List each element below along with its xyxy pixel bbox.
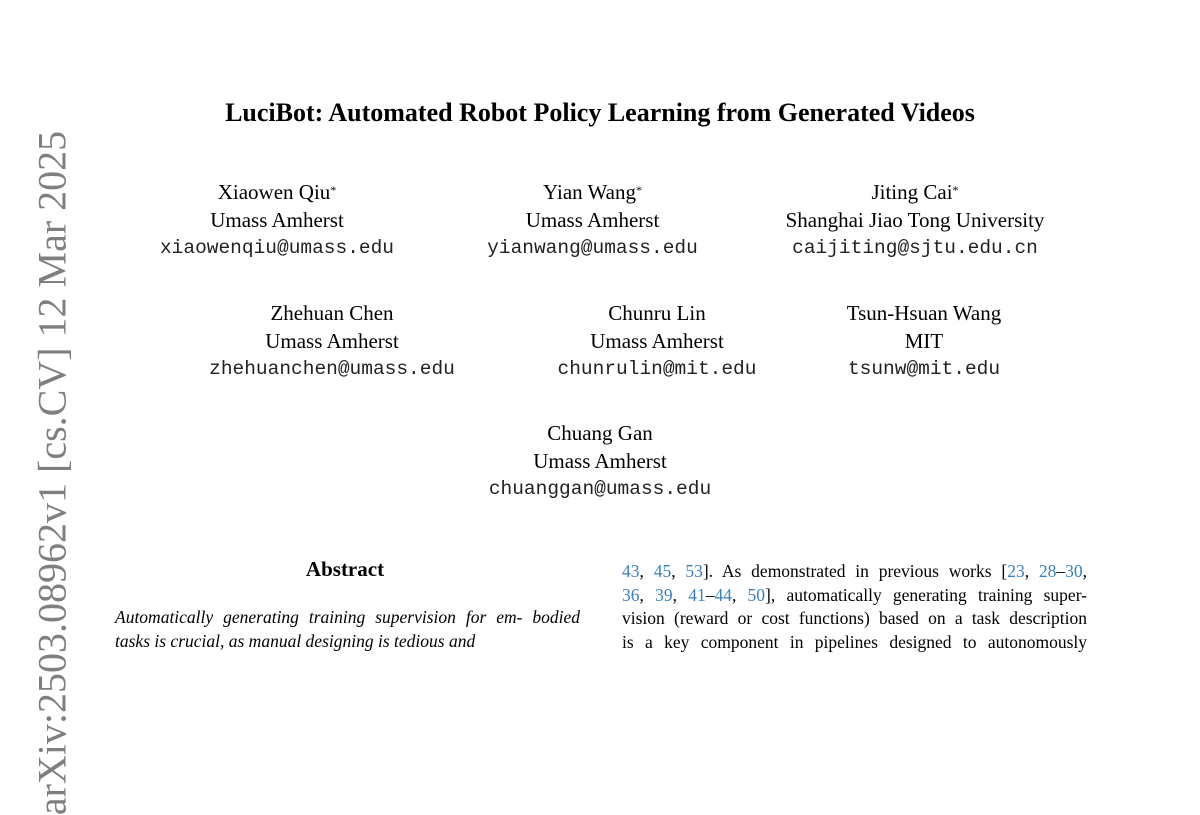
author-affiliation: Umass Amherst: [533, 449, 667, 473]
arxiv-stamp: [22, 130, 82, 815]
citation-link[interactable]: 39: [655, 584, 673, 605]
citation-link[interactable]: 53: [685, 561, 703, 581]
author-name: Jiting Cai: [871, 180, 953, 204]
author-affiliation: Shanghai Jiao Tong University: [785, 208, 1045, 232]
citation-link[interactable]: 28: [1038, 561, 1057, 581]
body-text-line: [622, 584, 1087, 608]
author-email[interactable]: xiaowenqiu@umass.edu: [159, 237, 395, 259]
author-block: [450, 419, 750, 503]
equal-contribution-mark: *: [952, 183, 959, 197]
author-block: [815, 299, 1033, 383]
arxiv-stamp-text: arXiv:2503.08962v1 [cs.CV] 12 Mar 2025: [29, 130, 75, 815]
citation-link[interactable]: 41: [688, 584, 706, 605]
body-text: ,: [731, 584, 748, 605]
author-block: [172, 299, 492, 383]
body-text-line: [622, 560, 1087, 584]
body-text: is a key component in pipelines designed to autonomously: [622, 631, 1087, 652]
body-text: ], automatically generating training super-: [765, 584, 1088, 605]
author-email[interactable]: chuanggan@umass.edu: [488, 478, 712, 500]
author-block: [760, 178, 1070, 262]
citation-link[interactable]: 50: [747, 584, 766, 605]
author-block: [450, 178, 735, 262]
author-email[interactable]: chunrulin@mit.edu: [557, 358, 757, 380]
intro-column: [622, 560, 1087, 654]
body-text-line: [622, 607, 1087, 631]
body-text: ,: [1082, 561, 1087, 581]
citation-link[interactable]: 30: [1065, 561, 1083, 581]
body-text: ,: [639, 561, 654, 581]
body-text: –: [705, 584, 715, 605]
paper-title: LuciBot: Automated Robot Policy Learning from Generated Videos: [225, 98, 975, 127]
body-text: ,: [639, 584, 656, 605]
abstract-line: bodied tasks is crucial, as manual designing is tedious and: [115, 607, 580, 651]
body-text: –: [1056, 561, 1066, 581]
body-text-line: [622, 631, 1087, 655]
author-block: [522, 299, 792, 383]
author-affiliation: Umass Amherst: [210, 208, 344, 232]
author-affiliation: Umass Amherst: [265, 329, 399, 353]
abstract-line: Automatically generating training supervision for em-: [115, 607, 523, 627]
citation-link[interactable]: 43: [622, 561, 640, 581]
author-name: Chuang Gan: [547, 421, 653, 445]
citation-link[interactable]: 36: [622, 584, 640, 605]
citation-link[interactable]: 23: [1007, 561, 1025, 581]
citation-link[interactable]: 44: [714, 584, 732, 605]
body-text: vision (reward or cost functions) based on a task description: [622, 608, 1087, 628]
author-email[interactable]: zhehuanchen@umass.edu: [209, 358, 455, 380]
equal-contribution-mark: *: [636, 183, 642, 197]
author-affiliation: MIT: [904, 329, 944, 353]
abstract-heading: Abstract: [305, 557, 385, 581]
author-name: Xiaowen Qiu: [217, 180, 331, 204]
body-text: ,: [1024, 561, 1039, 581]
citation-link[interactable]: 45: [653, 561, 672, 581]
equal-contribution-mark: *: [330, 183, 337, 197]
author-email[interactable]: tsunw@mit.edu: [847, 358, 1001, 380]
author-email[interactable]: yianwang@umass.edu: [487, 237, 698, 259]
author-affiliation: Umass Amherst: [525, 208, 660, 232]
author-email[interactable]: caijiting@sjtu.edu.cn: [792, 237, 1038, 259]
body-text: ,: [672, 584, 689, 605]
body-text: ,: [671, 561, 686, 581]
abstract-text: [115, 605, 580, 653]
author-name: Tsun-Hsuan Wang: [846, 301, 1002, 325]
author-name: Yian Wang: [543, 180, 636, 204]
author-affiliation: Umass Amherst: [590, 329, 724, 353]
body-text: ]. As demonstrated in previous works [: [702, 561, 1008, 581]
author-block: [127, 178, 427, 262]
author-name: Chunru Lin: [608, 301, 706, 325]
author-name: Zhehuan Chen: [270, 301, 394, 325]
